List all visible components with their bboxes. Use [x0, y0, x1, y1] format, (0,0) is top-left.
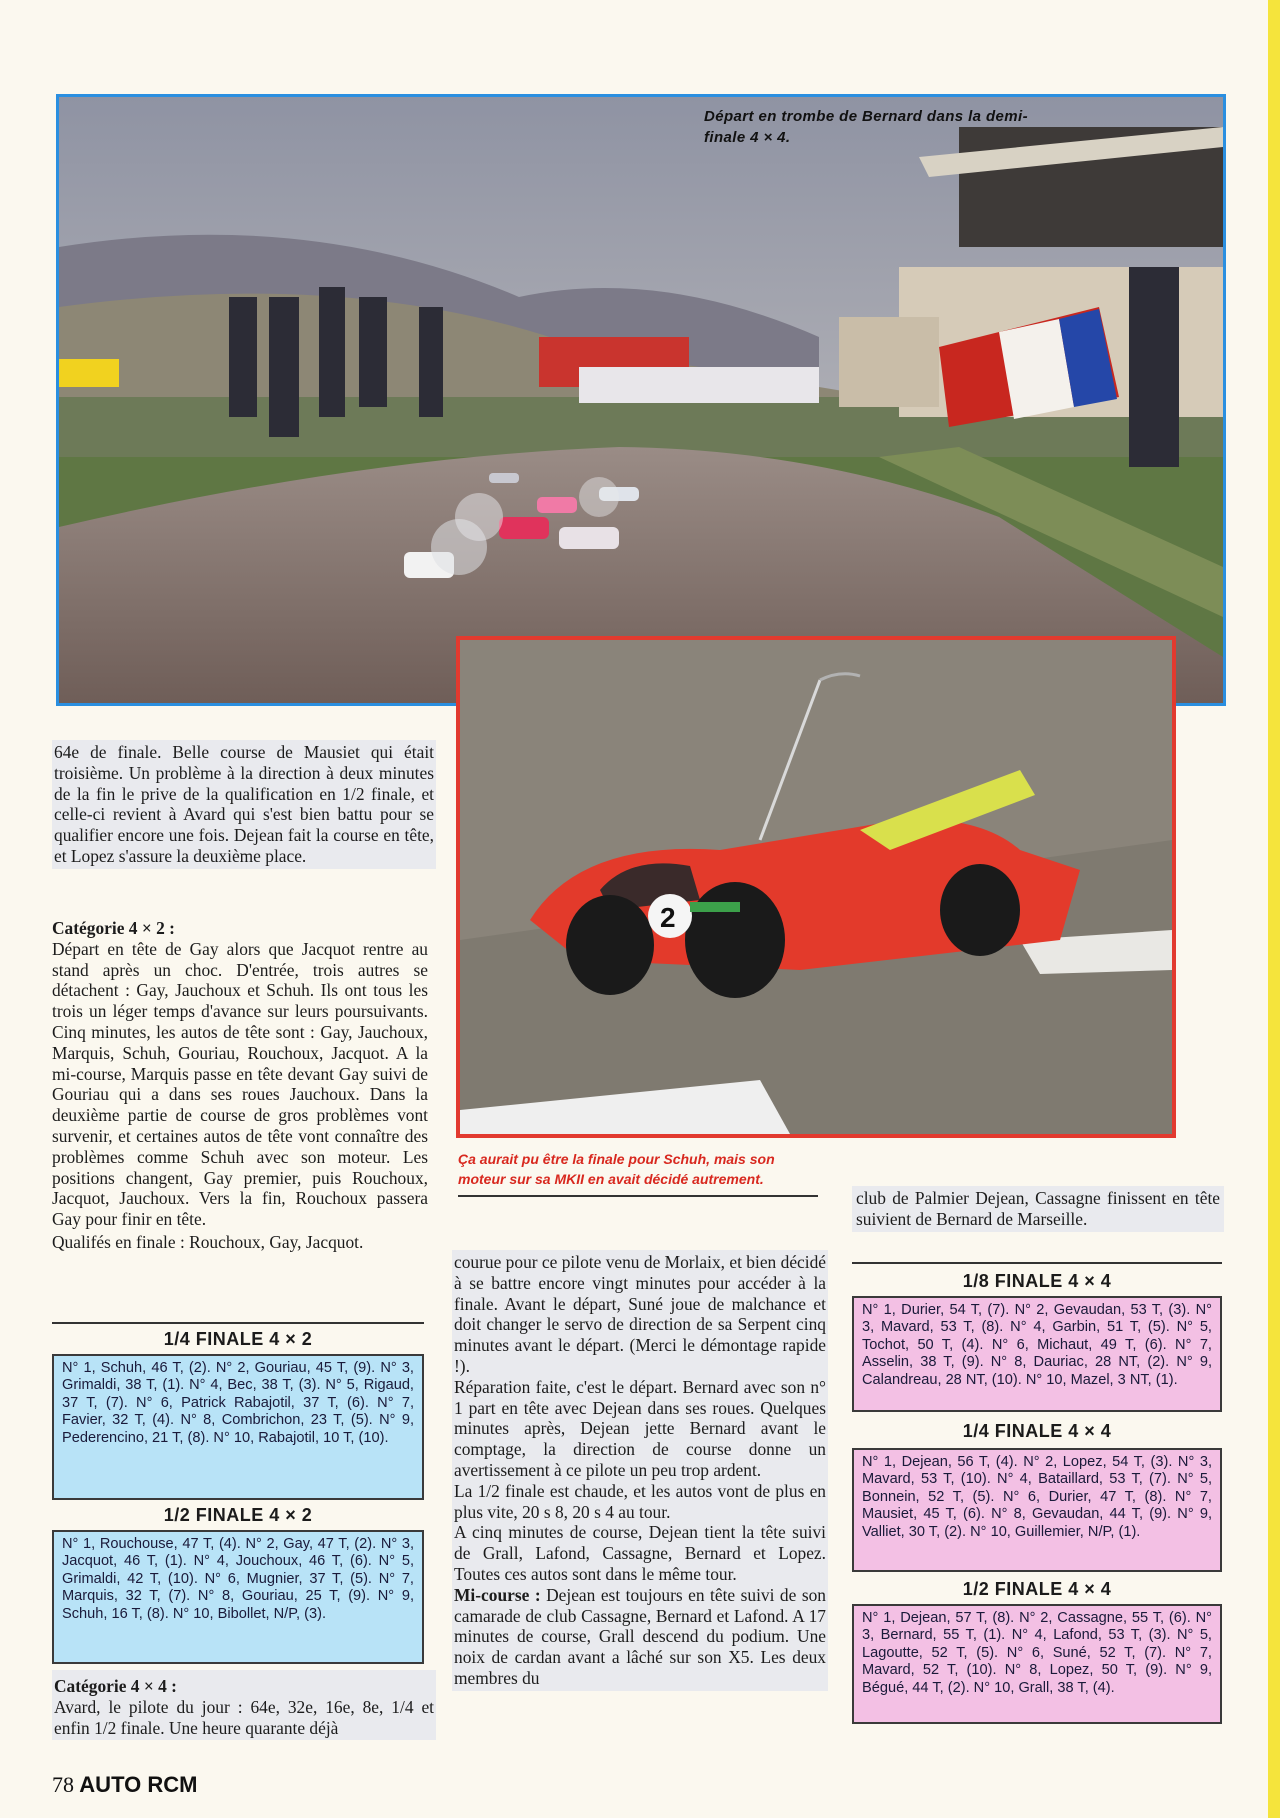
result-table-semi-4x4: N° 1, Dejean, 57 T, (8). N° 2, Cassagne, 55 T, (6). N° 3, Bernard, 55 T, (1). N° 4, Lafond, 53 T, (3). N° 5, Lagoutte, 52 T, (5). N° 6, Suné, 52 T, (7). N° 7, Mavard, 52 T, (10). N° 8, Lopez, 50 T, (9). N° 9, Bégué, 44 T, (2). N° 10, Grall, 38 T, (4). [852, 1604, 1222, 1724]
page-number: 78 [52, 1772, 74, 1797]
category-4x4-section [52, 1670, 436, 1740]
page-footer [52, 1772, 197, 1798]
result-title-quarter-4x2: 1/4 FINALE 4 × 2 [163, 1329, 313, 1349]
top-photo-caption: Départ en trombe de Bernard dans la demi-finale 4 × 4. [704, 108, 1028, 146]
result-title-semi-4x2: 1/2 FINALE 4 × 2 [163, 1505, 313, 1525]
category-4x2-heading: Catégorie 4 × 2 : [52, 918, 175, 938]
svg-text:2: 2 [660, 902, 676, 933]
qualified-4x2: Qualifés en finale : Rouchoux, Gay, Jacquot. [52, 1231, 364, 1252]
mi-course-label: Mi-course : [454, 1584, 541, 1605]
column-3-text: club de Palmier Dejean, Cassagne finissent en tête suivient de Bernard de Marseille. [852, 1186, 1224, 1232]
divider [52, 1322, 424, 1324]
result-table-semi-4x2: N° 1, Rouchouse, 47 T, (4). N° 2, Gay, 47 T, (2). N° 3, Jacquot, 46 T, (1). N° 4, Jouchoux, 46 T, (6). N° 5, Grimaldi, 42 T, (10). N° 6, Mugnier, 37 T, (5). N° 7, Marquis, 32 T, (7). N° 8, Gouriau, 25 T, (9). N° 9, Schuh, 16 T, (8). N° 10, Bibollet, N/P, (3). [52, 1530, 424, 1664]
result-title-eighth-4x4: 1/8 FINALE 4 × 4 [962, 1271, 1112, 1291]
intro-paragraph: 64e de finale. Belle course de Mausiet qui était troisième. Un problème à la direction à deux minutes de la fin le prive de la qualification en 1/2 finale, et celle-ci revient à Avard qui s'est bien battu pour se qualifier encore une fois. Dejean fait la course en tête, et Lopez s'assure la deuxième place. [52, 740, 436, 869]
category-4x4-text: Avard, le pilote du jour : 64e, 32e, 16e, 8e, 1/4 et enfin 1/2 finale. Une heure quarante déjà [54, 1696, 434, 1738]
main-photo [56, 94, 1226, 706]
category-4x4-heading: Catégorie 4 × 4 : [54, 1676, 177, 1696]
page-edge-stripe [1268, 0, 1280, 1818]
result-title-semi-4x4: 1/2 FINALE 4 × 4 [962, 1579, 1112, 1599]
result-table-quarter-4x4: N° 1, Dejean, 56 T, (4). N° 2, Lopez, 54 T, (3). N° 3, Mavard, 53 T, (10). N° 4, Bataillard, 53 T, (7). N° 5, Bonnein, 52 T, (5). N° 6, Durier, 47 T, (8). N° 7, Mausiet, 45 T, (6). N° 8, Gevaudan, 44 T, (9). N° 9, Valliet, 30 T, (2). N° 10, Guillemier, N/P, (1). [852, 1448, 1222, 1572]
category-4x2-text: Départ en tête de Gay alors que Jacquot rentre au stand après un choc. D'entrée, trois autres se détachent : Gay, Jauchoux et Schuh. Ils ont tous les trois un léger temps d'avance sur leurs poursuivants. Cinq minutes, les autos de tête sont : Gay, Jauchoux, Marquis, Schuh, Gouriau, Rouchoux, Jacquot. A la mi-course, Marquis passe en tête devant Gay suivi de Gouriau qui a dans ses roues Jauchoux. Dans la deuxième partie de course de gros problèmes vont survenir, et certaines autos de tête vont connaître des problèmes comme Schuh avec son moteur. Les positions changent, Gay premier, puis Rouchoux, Jacquot, Jauchoux. Vers la fin, Rouchoux passera Gay pour finir en tête. [52, 938, 428, 1230]
result-title-quarter-4x4: 1/4 FINALE 4 × 4 [962, 1421, 1112, 1441]
inset-photo [456, 636, 1176, 1138]
category-4x2-section [52, 918, 428, 1253]
result-table-eighth-4x4: N° 1, Durier, 54 T, (7). N° 2, Gevaudan, 53 T, (3). N° 3, Mavard, 53 T, (8). N° 4, Garbin, 51 T, (5). N° 5, Tochot, 50 T, (4). N° 6, Michaut, 49 T, (6). N° 7, Asselin, 38 T, (9). N° 8, Dauriac, 28 NT, (2). N° 9, Calandreau, 28 NT, (10). N° 10, Mazel, 3 NT, (1). [852, 1296, 1222, 1412]
result-table-quarter-4x2: N° 1, Schuh, 46 T, (2). N° 2, Gouriau, 45 T, (9). N° 3, Grimaldi, 38 T, (1). N° 4, Bec, 38 T, (3). N° 5, Rigaud, 37 T, (7). N° 6, Patrick Rabajotil, 37 T, (6). N° 7, Favier, 32 T, (4). N° 8, Combrichon, 23 T, (5). N° 9, Pederencino, 21 T, (8). N° 10, Rabajotil, 10 T, (10). [52, 1354, 424, 1500]
column-2-text: courue pour ce pilote venu de Morlaix, et bien décidé à se battre encore vingt minutes pour accéder à la finale. Avant le départ, Suné joue de malchance et doit changer le servo de direction de sa Serpent cinq minutes avant le départ. (Merci le démontage rapide !). Réparation faite, c'est le départ. Bernard avec son n° 1 part en tête avec Dejean dans ses roues. Quelques minutes après, Dejean jette Bernard avant le comptage, la direction de course donne un avertissement à ce pilote un peu trop ardent. La 1/2 finale est chaude, et les autos vont de plus en plus vite, 20 s 8, 20 s 4 au tour. A cinq minutes de course, Dejean tient la tête suivi de Grall, Lafond, Cassagne, Bernard et Lopez. Toutes ces autos sont dans le même tour. Mi-course : Dejean est toujours en tête suivi de son camarade de club Cassagne, Bernard et Lafond. A 17 minutes de course, Grall descend du podium. Une noix de cardan avant a lâché sur son X5. Les deux membres du [452, 1250, 828, 1691]
divider [852, 1262, 1222, 1264]
inset-photo-caption: Ça aurait pu être la finale pour Schuh, mais son moteur sur sa MKII en avait décidé autrement. [458, 1149, 818, 1197]
magazine-name: AUTO RCM [79, 1772, 198, 1797]
